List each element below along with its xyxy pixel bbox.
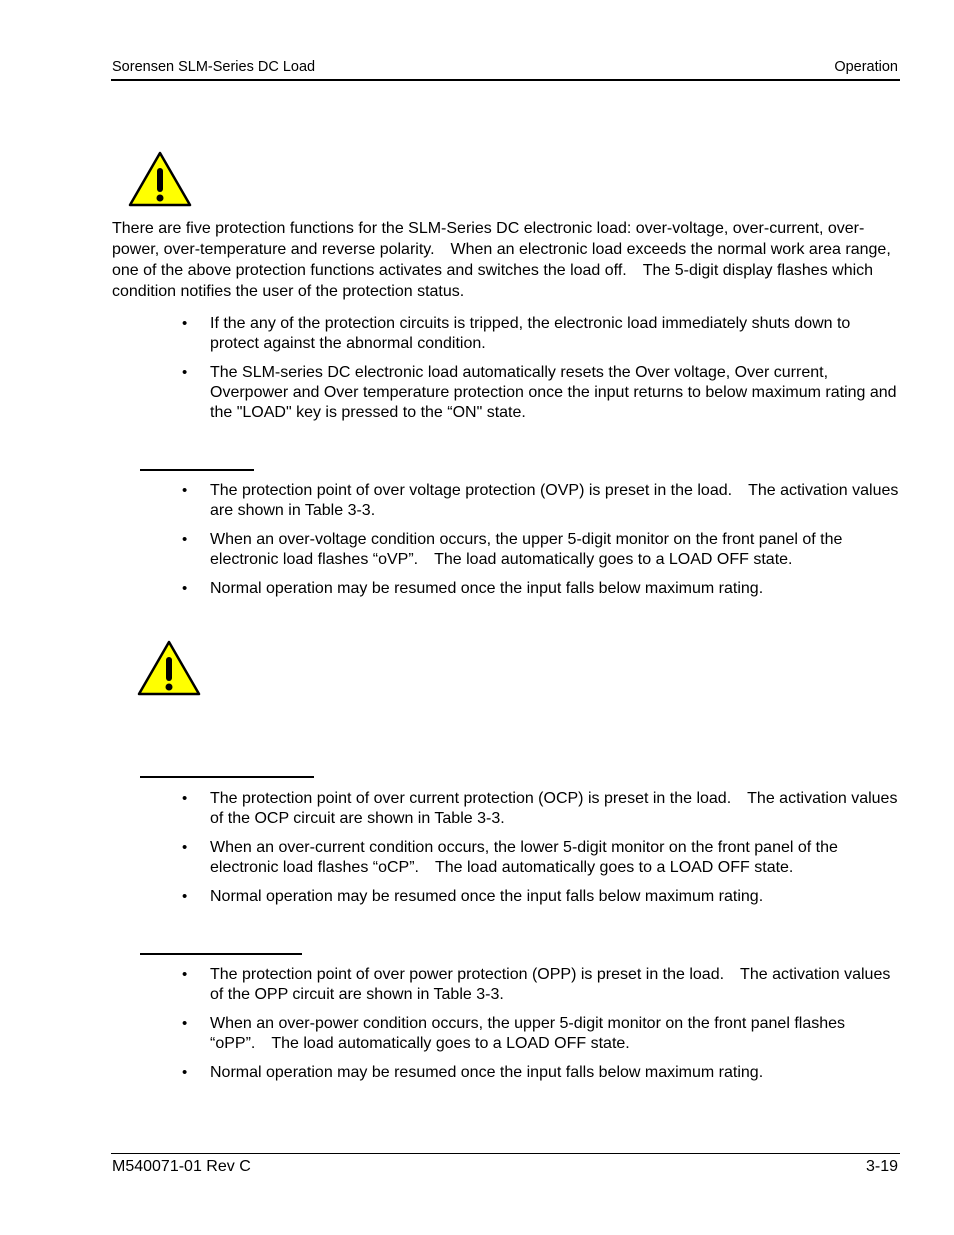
list-item: • When an over-voltage condition occurs, the upper 5-digit monitor on the front panel of the electronic load flashes “oVP”. The load automatically goes to a LOAD OFF state. xyxy=(0,530,900,570)
list-item: • When an over-current condition occurs, the lower 5-digit monitor on the front panel of the electronic load flashes “oCP”. The load automatically goes to a LOAD OFF state. xyxy=(0,838,900,878)
list-item: • Normal operation may be resumed once the input falls below maximum rating. xyxy=(0,887,900,907)
ocp-bullet-list xyxy=(0,789,900,916)
intro-bullet-list xyxy=(0,314,900,432)
header-divider xyxy=(111,79,900,81)
header-title: Sorensen SLM-Series DC Load xyxy=(112,59,316,75)
footer-divider xyxy=(111,1153,900,1154)
list-item: • The SLM-series DC electronic load automatically resets the Over voltage, Over current, Overpower and Over temperature protection once the input returns to below maximum rating and the "LOAD" key is pressed to the “ON" state. xyxy=(0,363,900,423)
opp-heading-underline xyxy=(140,953,302,955)
list-item: • Normal operation may be resumed once the input falls below maximum rating. xyxy=(0,579,900,599)
list-item: • The protection point of over power protection (OPP) is preset in the load. The activation values of the OPP circuit are shown in Table 3-3. xyxy=(0,965,900,1005)
list-item: • The protection point of over voltage protection (OVP) is preset in the load. The activation values are shown in Table 3-3. xyxy=(0,481,900,521)
opp-bullet-list xyxy=(0,965,900,1092)
intro-paragraph: There are five protection functions for the SLM-Series DC electronic load: over-voltage, over-current, over-power, over-temperature and reverse polarity. When an electronic load exceeds the normal work area range, one of the above protection functions activates and switches the load off. The 5-digit display flashes which condition notifies the user of the protection status. xyxy=(112,220,891,300)
document-number: M540071-01 Rev C xyxy=(112,1158,251,1175)
warning-icon xyxy=(136,639,202,697)
list-item: • When an over-power condition occurs, the upper 5-digit monitor on the front panel flashes “oPP”. The load automatically goes to a LOAD OFF state. xyxy=(0,1014,900,1054)
list-item: • The protection point of over current protection (OCP) is preset in the load. The activation values of the OCP circuit are shown in Table 3-3. xyxy=(0,789,900,829)
ocp-heading-underline xyxy=(140,776,314,778)
page-number: 3-19 xyxy=(865,1158,898,1175)
ovp-bullet-list xyxy=(0,481,900,608)
ovp-heading-underline xyxy=(140,469,254,471)
warning-icon xyxy=(127,150,193,208)
list-item: • If the any of the protection circuits is tripped, the electronic load immediately shuts down to protect against the abnormal condition. xyxy=(0,314,900,354)
header-section: Operation xyxy=(834,59,898,75)
list-item: • Normal operation may be resumed once the input falls below maximum rating. xyxy=(0,1063,900,1083)
